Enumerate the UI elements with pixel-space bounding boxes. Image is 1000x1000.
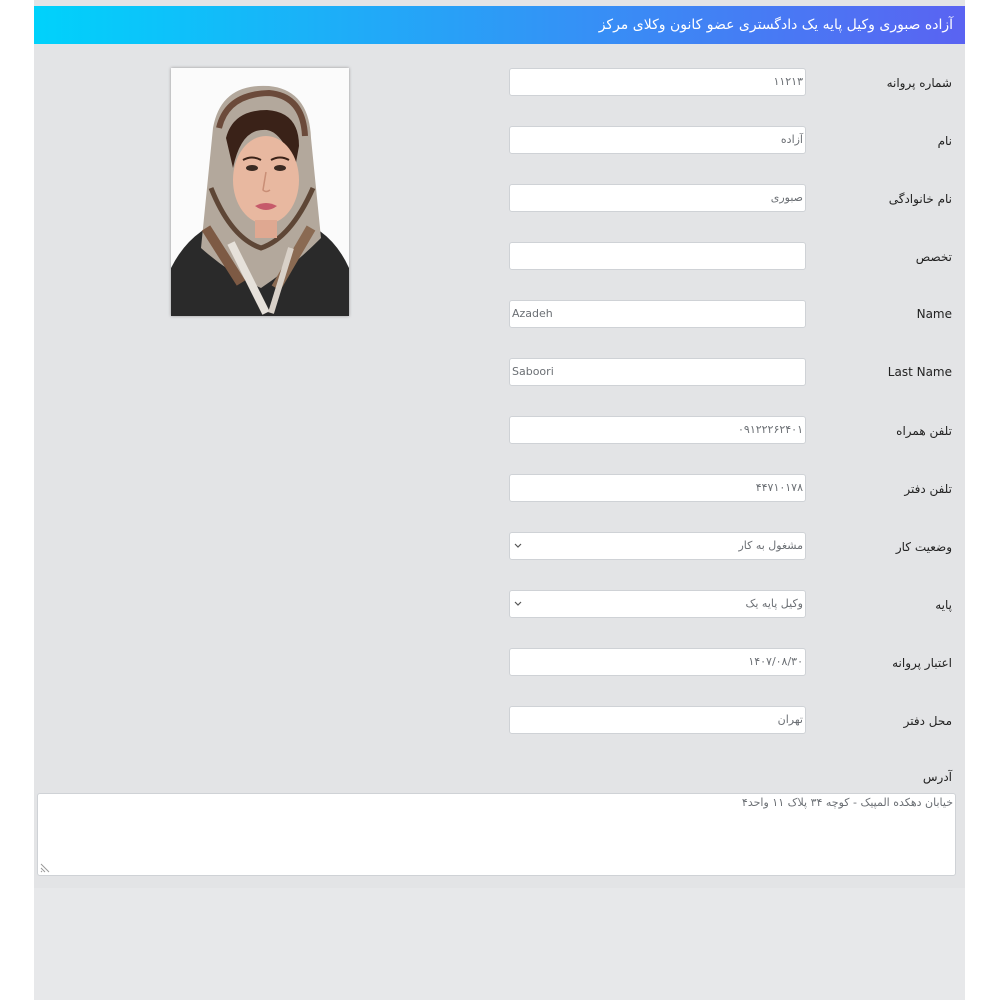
work-status-value: مشغول به کار bbox=[738, 539, 803, 552]
first-name-fa-field[interactable]: آزاده bbox=[509, 126, 806, 154]
license-number-label: شماره پروانه bbox=[886, 76, 952, 90]
resize-grip-icon[interactable] bbox=[39, 862, 51, 874]
page-background bbox=[34, 0, 965, 1000]
work-status-label: وضعیت کار bbox=[895, 540, 952, 554]
page-title: آزاده صبوری وکیل پایه یک دادگستری عضو کانون وکلای مرکز bbox=[34, 6, 965, 44]
license-validity-label: اعتبار پروانه bbox=[892, 656, 952, 670]
portrait-illustration bbox=[171, 68, 349, 316]
specialty-label: تخصص bbox=[915, 250, 952, 264]
chevron-down-icon bbox=[514, 591, 522, 628]
mobile-phone-field[interactable]: ۰۹۱۲۲۲۶۲۴۰۱ bbox=[509, 416, 806, 444]
last-name-fa-field[interactable]: صبوری bbox=[509, 184, 806, 212]
address-textarea[interactable] bbox=[37, 793, 956, 876]
last-name-fa-label: نام خانوادگی bbox=[888, 192, 952, 206]
specialty-field[interactable] bbox=[509, 242, 806, 270]
address-value: خیابان دهکده المپیک - کوچه ۳۴ پلاک ۱۱ واحد۴ bbox=[741, 796, 953, 809]
chevron-down-icon bbox=[514, 533, 522, 570]
grade-value: وکیل پایه یک bbox=[745, 597, 803, 610]
grade-select[interactable] bbox=[509, 590, 806, 618]
work-status-select[interactable] bbox=[509, 532, 806, 560]
office-phone-field[interactable]: ۴۴۷۱۰۱۷۸ bbox=[509, 474, 806, 502]
first-name-fa-label: نام bbox=[937, 134, 952, 148]
profile-panel bbox=[34, 0, 965, 888]
license-validity-field[interactable]: ۱۴۰۷/۰۸/۳۰ bbox=[509, 648, 806, 676]
first-name-en-field[interactable]: Azadeh bbox=[509, 300, 806, 328]
first-name-en-label: Name bbox=[916, 307, 952, 321]
last-name-en-label: Last Name bbox=[887, 365, 952, 379]
office-phone-label: تلفن دفتر bbox=[904, 482, 952, 496]
license-number-field[interactable]: ۱۱۲۱۳ bbox=[509, 68, 806, 96]
office-location-label: محل دفتر bbox=[903, 714, 952, 728]
office-location-field[interactable]: تهران bbox=[509, 706, 806, 734]
profile-photo bbox=[171, 68, 349, 316]
address-label: آدرس bbox=[922, 770, 952, 784]
last-name-en-field[interactable]: Saboori bbox=[509, 358, 806, 386]
mobile-phone-label: تلفن همراه bbox=[896, 424, 952, 438]
grade-label: پایه bbox=[935, 598, 952, 612]
